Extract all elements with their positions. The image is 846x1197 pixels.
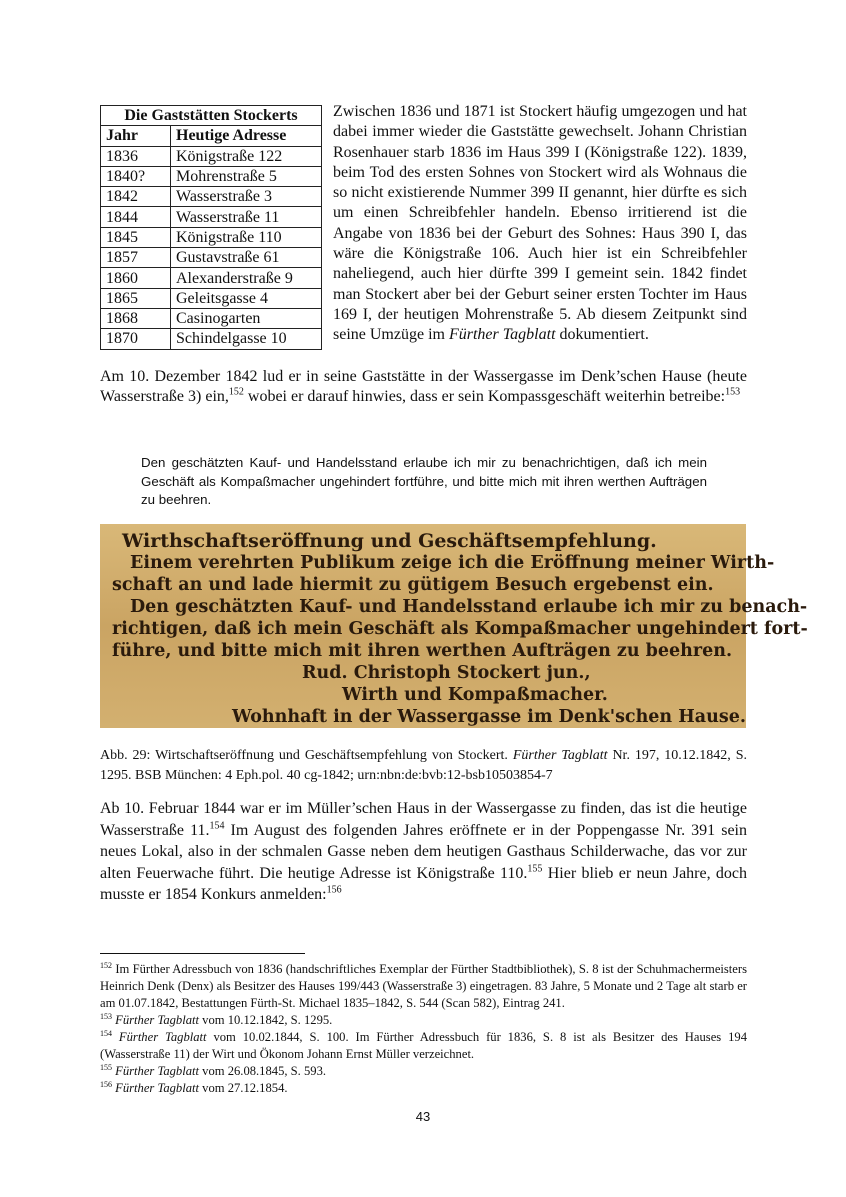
footnote-divider	[100, 953, 305, 954]
table-header: Jahr	[101, 126, 171, 146]
address-cell: Wasserstraße 11	[171, 207, 322, 227]
newspaper-line: Wirthschaftseröffnung und Geschäftsempfehlung.	[122, 530, 657, 552]
footnote-ref[interactable]: 154	[209, 820, 225, 832]
footnote-text: vom 26.08.1845, S. 593.	[199, 1064, 327, 1078]
year-cell: 1842	[101, 187, 171, 207]
footnote	[100, 1012, 747, 1029]
text: Ab 10. Februar 1844 war er im Müller’schen Haus in der Wassergasse zu finden, das ist die heutige Wasserstraße 11.	[100, 800, 747, 839]
footnote-text: Im Fürther Adressbuch von 1836 (handschriftliches Exemplar der Fürther Stadtbibliothek), S. 8 ist der Schuhmachermeisters Heinrich Denk (Denx) als Besitzer des Hauses 199/443 (Wasserstraße 3) eingetragen. 83 Jahre, 5 Monate und 2 Tage alt starb er am 01.07.1842, Bestattungen Fürth-St. Michael 1835–1842, S. 544 (Scan 582), Eintrag 241.	[100, 962, 747, 1010]
footnote-number: 152	[100, 960, 112, 970]
table-row	[101, 187, 322, 207]
year-cell: 1860	[101, 268, 171, 288]
footnote-text: vom 27.12.1854.	[199, 1081, 288, 1095]
address-cell: Geleitsgasse 4	[171, 288, 322, 308]
address-cell: Wasserstraße 3	[171, 187, 322, 207]
address-cell: Alexanderstraße 9	[171, 268, 322, 288]
text: Am 10. Dezember 1842 lud er in seine Gaststätte in der Wassergasse im Denk’schen Hause (heute Wasserstraße 3) ein,	[100, 368, 747, 406]
italic-title: Fürther Tagblatt	[115, 1013, 200, 1027]
text: dokumentiert.	[555, 326, 649, 344]
footnote-ref[interactable]: 156	[326, 884, 342, 896]
footnote	[100, 1029, 747, 1063]
footnote	[100, 961, 747, 1012]
text: wobei er darauf hinwies, dass er sein Kompassgeschäft weiterhin betreibe:	[243, 388, 726, 406]
newspaper-line: schaft an und lade hiermit zu gütigem Besuch ergebenst ein.	[112, 575, 714, 595]
address-cell: Casinogarten	[171, 308, 322, 328]
table-title: Die Gaststätten Stockerts	[101, 106, 322, 126]
italic-title: Fürther Tagblatt	[448, 326, 556, 344]
table-row	[101, 288, 322, 308]
table-row	[101, 166, 322, 186]
table-row	[101, 329, 322, 349]
footnote-ref[interactable]: 152	[228, 386, 244, 398]
footnote-number: 155	[100, 1062, 112, 1072]
footnote-number: 153	[100, 1011, 112, 1021]
year-cell: 1870	[101, 329, 171, 349]
text: Im August des folgenden Jahres eröffnete er in der Poppengasse Nr. 391 sein neues Lokal, also in der schmalen Gasse neben dem heutigen Gasthaus Schilderwache, das vor zur alten Feuerwache führt. Die heutige Adresse ist Königstraße 110.	[100, 821, 747, 882]
figure-caption	[100, 746, 747, 786]
footnote	[100, 1080, 747, 1097]
footnote-number: 156	[100, 1079, 112, 1089]
italic-title: Fürther Tagblatt	[115, 1064, 200, 1078]
newspaper-line: führe, und bitte mich mit ihren werthen Aufträgen zu beehren.	[112, 641, 733, 661]
text: Zwischen 1836 und 1871 ist Stockert häufig umgezogen und hat dabei immer wieder die Gaststätte gewechselt. Johann Christian Rosenhauer starb 1836 im Haus 399 I (Königstraße 122). 1839, beim Tod des ersten Sohnes von Stockert wird als Wohnaus die so nicht existierende Nummer 399 II genannt, hier dürfte es sich um einen Schreibfehler handeln. Ebenso irritierend ist die Angabe von 1836 bei der Geburt des Sohnes: Haus 390 I, das wäre die Königstraße 106. Auch hier ist ein Schreibfehler naheliegend, auch hier dürfte 399 I gemeint sein. 1842 findet man Stockert aber bei der Geburt seiner ersten Tochter im Haus 169 I, der heutigen Mohrenstraße 5. Ab diesem Zeitpunkt sind seine Umzüge im	[333, 103, 747, 344]
newspaper-line: Einem verehrten Publikum zeige ich die Eröffnung meiner Wirth-	[130, 553, 775, 573]
newspaper-line: Wirth und Kompaßmacher.	[342, 685, 608, 705]
text: Abb. 29: Wirtschaftseröffnung und Geschäftsempfehlung von Stockert.	[100, 748, 513, 763]
table-row	[101, 146, 322, 166]
gaststaetten-table	[100, 105, 322, 350]
footnote-number: 154	[100, 1028, 112, 1038]
address-cell: Königstraße 110	[171, 227, 322, 247]
paragraph-2	[100, 367, 747, 408]
table-row	[101, 207, 322, 227]
newspaper-line: Den geschätzten Kauf- und Handelsstand erlaube ich mir zu benach-	[130, 597, 808, 617]
table-row	[101, 227, 322, 247]
address-cell: Königstraße 122	[171, 146, 322, 166]
text: Hier blieb er neun Jahre, doch musste er 1854 Konkurs anmelden:	[100, 864, 748, 903]
footnote-ref[interactable]: 153	[725, 386, 741, 398]
italic-title: Fürther Tagblatt	[512, 748, 608, 763]
year-cell: 1868	[101, 308, 171, 328]
year-cell: 1845	[101, 227, 171, 247]
page-number: 43	[415, 1109, 431, 1124]
newspaper-line: Wohnhaft in der Wassergasse im Denk'schen Hause.	[232, 707, 746, 727]
newspaper-line: richtigen, daß ich mein Geschäft als Kompaßmacher ungehindert fort-	[112, 619, 808, 639]
newspaper-clipping-image	[100, 524, 808, 728]
italic-title: Fürther Tagblatt	[115, 1081, 200, 1095]
newspaper-line: Rud. Christoph Stockert jun.,	[302, 663, 591, 683]
year-cell: 1844	[101, 207, 171, 227]
table-row	[101, 248, 322, 268]
address-cell: Gustavstraße 61	[171, 248, 322, 268]
table-header: Heutige Adresse	[171, 126, 322, 146]
year-cell: 1857	[101, 248, 171, 268]
year-cell: 1840?	[101, 166, 171, 186]
address-cell: Schindelgasse 10	[171, 329, 322, 349]
address-cell: Mohrenstraße 5	[171, 166, 322, 186]
footnotes	[100, 961, 747, 1097]
footnote-text: vom 10.02.1844, S. 100. Im Fürther Adressbuch für 1836, S. 8 ist als Besitzer des Hauses 194 (Wasserstraße 11) der Wirt und Ökonom Johann Ernst Müller verzeichnet.	[100, 1030, 747, 1061]
paragraph-1	[333, 102, 747, 346]
year-cell: 1865	[101, 288, 171, 308]
footnote	[100, 1063, 747, 1080]
text: Nr. 197, 10.12.1842, S. 1295. BSB München: 4 Eph.pol. 40 cg-1842; urn:nbn:de:bvb:12-bsb10503854-7	[100, 748, 747, 783]
table-row	[101, 268, 322, 288]
italic-title: Fürther Tagblatt	[118, 1030, 207, 1044]
table-row	[101, 308, 322, 328]
footnote-text: vom 10.12.1842, S. 1295.	[199, 1013, 333, 1027]
year-cell: 1836	[101, 146, 171, 166]
paragraph-3	[100, 798, 747, 906]
footnote-ref[interactable]: 155	[527, 863, 543, 875]
block-quote: Den geschätzten Kauf- und Handelsstand erlaube ich mir zu benachrichtigen, daß ich mein Geschäft als Kompaßmacher ungehindert fortführe, und bitte mich mit ihren werthen Aufträgen zu beehren.	[141, 455, 707, 507]
